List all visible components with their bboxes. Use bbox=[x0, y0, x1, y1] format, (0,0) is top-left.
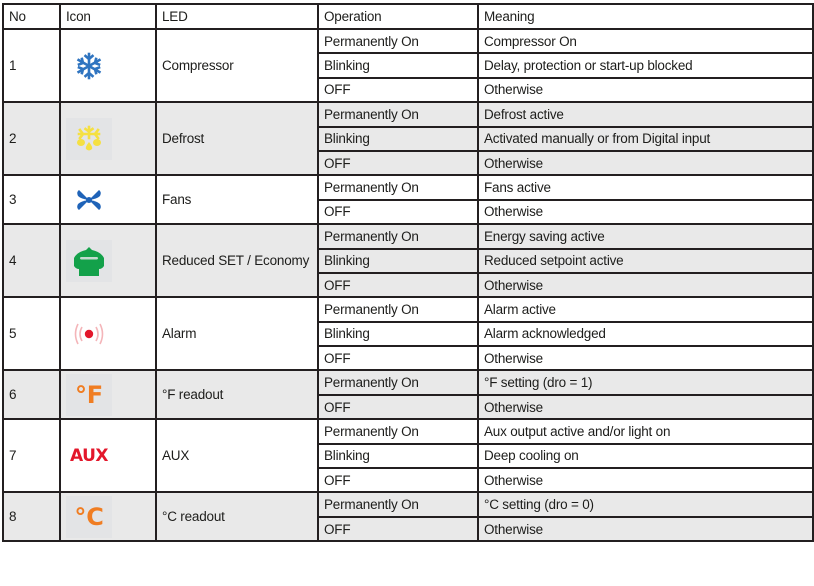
led-name: Reduced SET / Economy bbox=[156, 224, 318, 297]
header-no: No bbox=[3, 4, 60, 29]
table-row bbox=[3, 370, 813, 394]
operation-cell: OFF bbox=[318, 200, 478, 224]
led-name: °F readout bbox=[156, 370, 318, 419]
row-number: 2 bbox=[3, 102, 60, 175]
meaning-cell: Alarm acknowledged bbox=[478, 322, 813, 346]
meaning-cell: Otherwise bbox=[478, 468, 813, 492]
meaning-cell: Otherwise bbox=[478, 151, 813, 175]
aux-icon: AUX bbox=[69, 445, 109, 466]
led-name: Defrost bbox=[156, 102, 318, 175]
meaning-cell: Reduced setpoint active bbox=[478, 249, 813, 273]
row-number: 1 bbox=[3, 29, 60, 102]
operation-cell: Permanently On bbox=[318, 175, 478, 199]
led-name: AUX bbox=[156, 419, 318, 492]
table-row bbox=[3, 492, 813, 516]
led-name: °C readout bbox=[156, 492, 318, 541]
table-row bbox=[3, 175, 813, 199]
table-header-row bbox=[3, 4, 813, 29]
table-row bbox=[3, 224, 813, 248]
table-row bbox=[3, 297, 813, 321]
meaning-cell: Otherwise bbox=[478, 395, 813, 419]
operation-cell: Blinking bbox=[318, 322, 478, 346]
meaning-cell: °F setting (dro = 1) bbox=[478, 370, 813, 394]
meaning-cell: Otherwise bbox=[478, 200, 813, 224]
header-led: LED bbox=[156, 4, 318, 29]
operation-cell: OFF bbox=[318, 346, 478, 370]
operation-cell: Blinking bbox=[318, 127, 478, 151]
table-row bbox=[3, 29, 813, 53]
operation-cell: Blinking bbox=[318, 249, 478, 273]
operation-cell: Permanently On bbox=[318, 102, 478, 126]
table-row bbox=[3, 419, 813, 443]
operation-cell: OFF bbox=[318, 273, 478, 297]
row-number: 4 bbox=[3, 224, 60, 297]
operation-cell: OFF bbox=[318, 395, 478, 419]
operation-cell: OFF bbox=[318, 468, 478, 492]
operation-cell: OFF bbox=[318, 517, 478, 541]
meaning-cell: Alarm active bbox=[478, 297, 813, 321]
meaning-cell: Delay, protection or start-up blocked bbox=[478, 53, 813, 77]
meaning-cell: °C setting (dro = 0) bbox=[478, 492, 813, 516]
meaning-cell: Otherwise bbox=[478, 78, 813, 102]
led-name: Compressor bbox=[156, 29, 318, 102]
operation-cell: Permanently On bbox=[318, 492, 478, 516]
fahrenheit-icon: °F bbox=[66, 374, 112, 416]
defrost-icon bbox=[66, 118, 112, 160]
meaning-cell: Otherwise bbox=[478, 346, 813, 370]
row-number: 3 bbox=[3, 175, 60, 224]
operation-cell: Permanently On bbox=[318, 419, 478, 443]
led-status-table bbox=[2, 3, 814, 542]
header-meaning: Meaning bbox=[478, 4, 813, 29]
header-operation: Operation bbox=[318, 4, 478, 29]
operation-cell: OFF bbox=[318, 151, 478, 175]
operation-cell: Blinking bbox=[318, 444, 478, 468]
operation-cell: Permanently On bbox=[318, 370, 478, 394]
operation-cell: OFF bbox=[318, 78, 478, 102]
row-number: 7 bbox=[3, 419, 60, 492]
led-name: Fans bbox=[156, 175, 318, 224]
meaning-cell: Otherwise bbox=[478, 517, 813, 541]
meaning-cell: Otherwise bbox=[478, 273, 813, 297]
led-name: Alarm bbox=[156, 297, 318, 370]
meaning-cell: Fans active bbox=[478, 175, 813, 199]
fan-icon bbox=[66, 179, 112, 221]
operation-cell: Permanently On bbox=[318, 29, 478, 53]
table-row bbox=[3, 102, 813, 126]
alarm-icon bbox=[66, 313, 112, 355]
meaning-cell: Deep cooling on bbox=[478, 444, 813, 468]
operation-cell: Blinking bbox=[318, 53, 478, 77]
meaning-cell: Energy saving active bbox=[478, 224, 813, 248]
operation-cell: Permanently On bbox=[318, 297, 478, 321]
meaning-cell: Defrost active bbox=[478, 102, 813, 126]
meaning-cell: Aux output active and/or light on bbox=[478, 419, 813, 443]
row-number: 6 bbox=[3, 370, 60, 419]
economy-icon bbox=[66, 240, 112, 282]
header-icon: Icon bbox=[60, 4, 156, 29]
row-number: 5 bbox=[3, 297, 60, 370]
row-number: 8 bbox=[3, 492, 60, 541]
snowflake-icon bbox=[66, 45, 112, 87]
operation-cell: Permanently On bbox=[318, 224, 478, 248]
celsius-icon: °C bbox=[66, 496, 112, 538]
meaning-cell: Activated manually or from Digital input bbox=[478, 127, 813, 151]
meaning-cell: Compressor On bbox=[478, 29, 813, 53]
